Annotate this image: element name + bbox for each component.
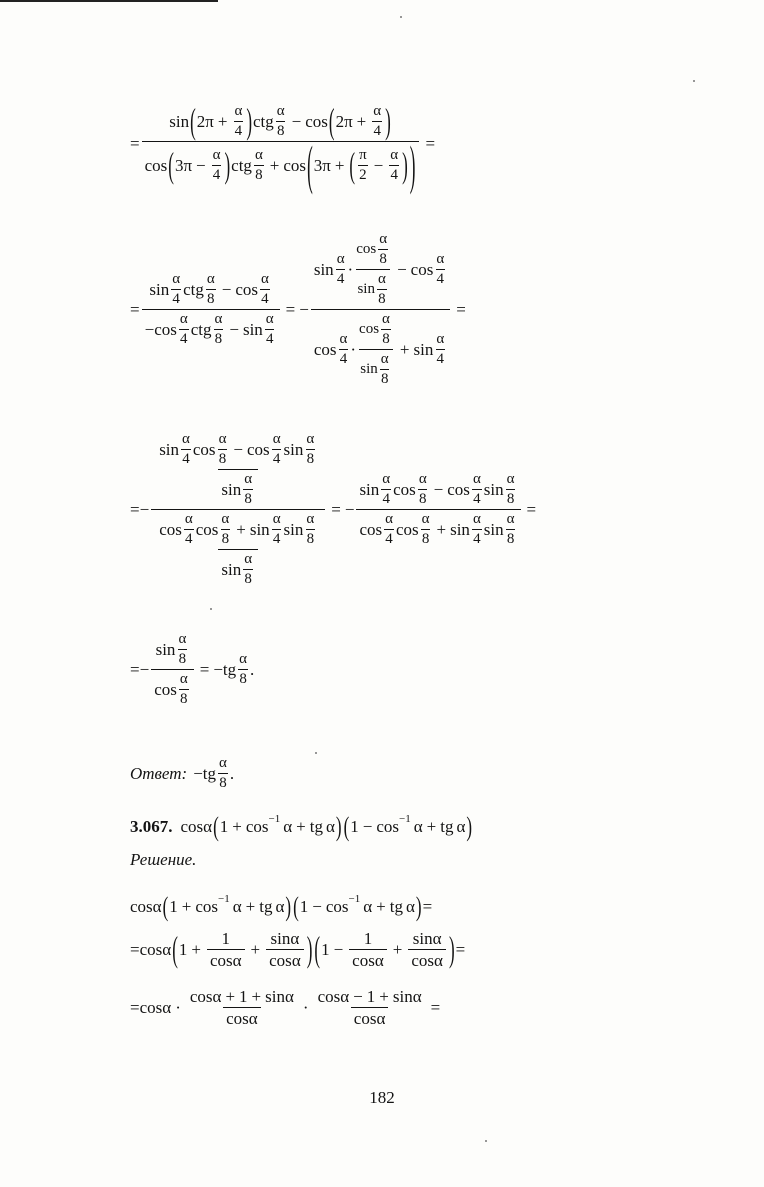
- solution-label: Решение.: [130, 850, 197, 869]
- scan-speck: [693, 80, 695, 82]
- formula-block-3: = − sin $\frac{\alpha}{4}$ cos $\frac{\alpha}{8}$ − cos $\frac{\alpha}{4}$ sin $\frac{\alpha}{8}$ sin $\frac{\alpha}{8}$ cos $\frac{\alpha}{4}$ cos $\frac{\alpha}{8}$ + sin $\frac{\alpha}{4}$ sin $\frac{\alpha}{8}$ sin $\frac{\alpha}{8}$ = − sin $\frac{\alpha}{4}$ cos $\frac{\alpha}{8}$ − cos $\frac{\alpha}{4}$ sin $\frac{\alpha}{8}$ cos $\frac{\alpha}{4}$ cos $\frac{\alpha}{8}$ + sin $\frac{\alpha}{4}$ sin $\frac{\alpha}{8}$ =: [130, 431, 537, 587]
- answer-label: Ответ:: [130, 764, 188, 783]
- problem-statement: 3.067. cos α ( 1 + cos −1 α + tg α ) ( 1 − cos −1 α + tg α ): [130, 811, 473, 842]
- formula-block-2: = sin $\frac{\alpha}{4}$ ctg $\frac{\alpha}{8}$ − cos $\frac{\alpha}{4}$ − cos $\frac{\alpha}{4}$ ctg $\frac{\alpha}{8}$ − sin $\frac{\alpha}{4}$ = − sin $\frac{\alpha}{4}$ · cos $\frac{\alpha}{8}$ sin $\frac{\alpha}{8}$ − cos $\frac{\alpha}{4}$ cos $\frac{\alpha}{4}$ · cos $\frac{\alpha}{8}$ sin $\frac{\alpha}{8}$ + sin $\frac{\alpha}{4}$ =: [130, 231, 466, 387]
- scan-speck: [315, 752, 317, 754]
- formula-block-4: = − sin $\frac{\alpha}{8}$ cos $\frac{\alpha}{8}$ = − tg $\frac{\alpha}{8}$ .: [130, 631, 255, 707]
- solution-line-2: = cos α ( 1 + 1 cos α + sin α cos α ) ( 1 − 1 cos α + sin α cos α ) =: [130, 929, 466, 970]
- solution-line-3: = cos α · cos α + 1 + sin α cos α · cos α − 1 + sin α cos α =: [130, 987, 441, 1028]
- formula-block-1: = sin ( 2π + $\frac{\alpha}{4}$ ) ctg $\frac{\alpha}{8}$ − cos ( 2π + $\frac{\alpha}{4}$ ) cos ( 3π − $\frac{\alpha}{4}$ ) ctg $\frac{\alpha}{8}$ + cos ( 3π + ( $\frac{\pi}{2}$ − $\frac{\alpha}{4}$ ) ) =: [130, 101, 436, 196]
- equals-sign: =: [130, 134, 140, 153]
- answer-line: Ответ: − tg $\frac{\alpha}{8}$ .: [130, 755, 235, 791]
- fraction: sin ( 2π + $\frac{\alpha}{4}$ ) ctg $\frac{\alpha}{8}$ − cos ( 2π + $\frac{\alpha}{4}$ ) cos ( 3π − $\frac{\alpha}{4}$ ) ctg $\frac{\alpha}{8}$ + cos ( 3π + ( $\frac{\pi}{2}$ − $\frac{\alpha}{4}$ ) ): [142, 104, 420, 183]
- scan-speck: [210, 608, 212, 610]
- scan-speck: [485, 1140, 487, 1142]
- problem-number: 3.067.: [130, 817, 173, 836]
- header-rule: [0, 0, 218, 2]
- scan-speck: [400, 16, 402, 18]
- page-number: 182: [369, 1088, 395, 1107]
- solution-line-1: cos α ( 1 + cos −1 α + tg α ) ( 1 − cos −1 α + tg α ) =: [130, 891, 433, 922]
